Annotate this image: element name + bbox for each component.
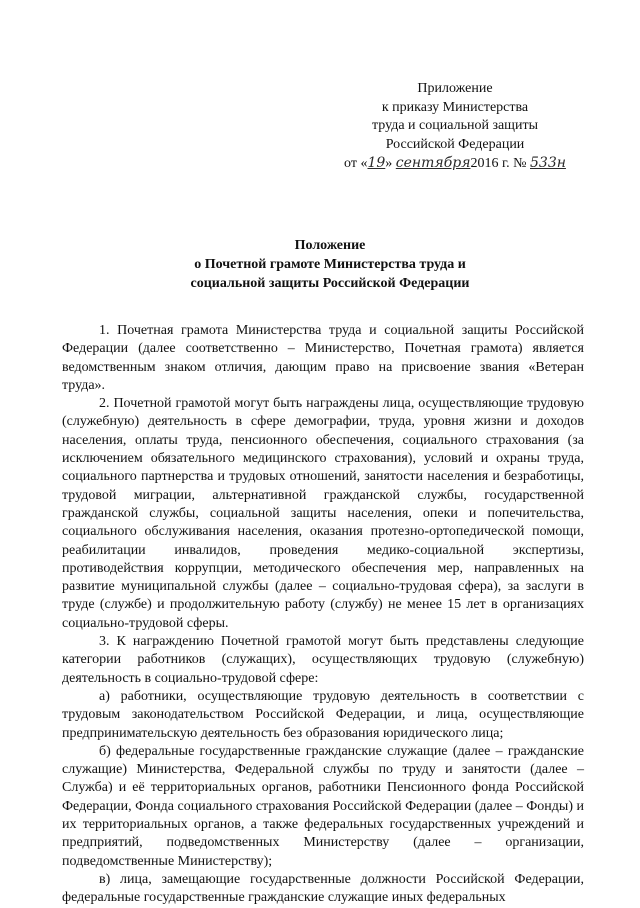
- order-date-line: [330, 154, 580, 174]
- appendix-line-1: Приложение: [417, 81, 493, 96]
- date-mid: »: [385, 156, 396, 171]
- appendix-header: [330, 80, 580, 174]
- paragraph-1: 1. Почетная грамота Министерства труда и социальной защиты Российской Федерации (далее соответственно – Министерство, Почетная грамота) является ведомственным знаком отличия, дающим право на присвоение звания «Ветеран труда».: [62, 323, 584, 393]
- appendix-line-3: труда и социальной защиты: [372, 118, 538, 133]
- appendix-line-2: к приказу Министерства: [381, 99, 529, 115]
- date-prefix: от «: [344, 156, 368, 171]
- handwritten-day: 19: [367, 155, 386, 171]
- handwritten-month: сентября: [395, 155, 471, 171]
- handwritten-order-number: 533н: [530, 155, 566, 171]
- document-body: [62, 322, 584, 908]
- title-line-2: о Почетной грамоте Министерства труда и: [194, 257, 466, 272]
- title-line-1: Положение: [294, 238, 366, 253]
- paragraph-3v: в) лица, замещающие государственные должности Российской Федерации, федеральные государственные гражданские служащие иных федеральных: [62, 871, 584, 906]
- appendix-line-4: Российской Федерации: [385, 136, 525, 152]
- paragraph-3: 3. К награждению Почетной грамотой могут быть представлены следующие категории работников (служащих), осуществляющих трудовую (служебную) деятельность в социально-трудовой сфере:: [62, 634, 584, 686]
- paragraph-3b: б) федеральные государственные гражданские служащие (далее – гражданские служащие) Министерства, Федеральной службы по труду и занятости (далее – Служба) и её территориальных органов, работники Пенсионного фонда Российской Федерации, Фонда социального страхования Российской Федерации (далее – Фонды) и их территориальных органов, а также федеральных государственных учреждений и предприятий, подведомственных Министерству (далее – организации, подведомственные Министерству);: [62, 743, 584, 869]
- title-line-3: социальной защиты Российской Федерации: [190, 276, 470, 291]
- document-title: [80, 236, 580, 293]
- paragraph-3a: а) работники, осуществляющие трудовую деятельность в соответствии с трудовым законодательством Российской Федерации, и лица, осуществляющие предпринимательскую деятельность без образования юридического лица;: [62, 688, 584, 741]
- date-year: 2016 г. №: [470, 156, 530, 171]
- paragraph-2: 2. Почетной грамотой могут быть награждены лица, осуществляющие трудовую (служебную) деятельность в сфере демографии, труда, уровня жизни и доходов населения, оплаты труда, пенсионного обеспечения, социального страхования (за исключением обязательного медицинского страхования), условий и охраны труда, социального партнерства и трудовых отношений, занятости населения и безработицы, трудовой миграции, альтернативной гражданской службы, государственной гражданской службы, социальной защиты населения, опеки и попечительства, социального обслуживания населения, оказания протезно-ортопедической помощи, реабилитации инвалидов, проведения медико-социальной экспертизы, противодействия коррупции, методического обеспечения мер, направленных на развитие муниципальной службы (далее – социально-трудовая сфера), за заслуги в труде (службе) и продолжительную работу (службу) не менее 15 лет в организациях социально-трудовой сферы.: [62, 396, 584, 631]
